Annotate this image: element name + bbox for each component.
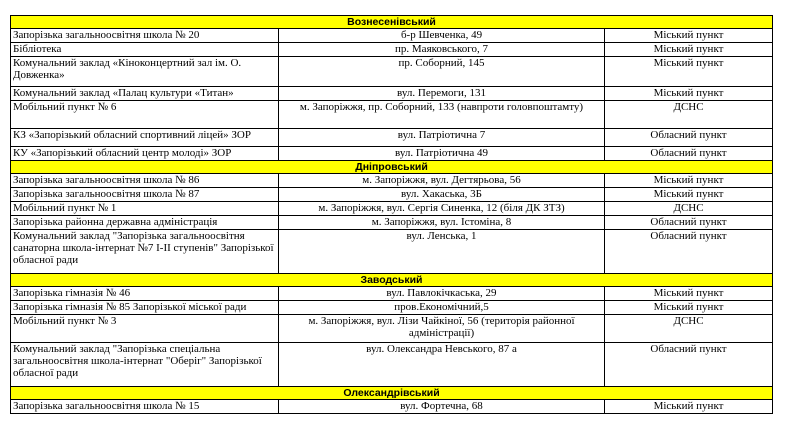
table-row <box>11 202 773 216</box>
point-type: Обласний пункт <box>605 147 773 161</box>
point-type: ДСНС <box>605 202 773 216</box>
table-row <box>11 230 773 274</box>
point-type: ДСНС <box>605 315 773 343</box>
point-type: ДСНС <box>605 101 773 129</box>
institution-name: Запорізька загальноосвітня школа № 20 <box>11 29 279 43</box>
institution-name: Комунальний заклад "Запорізька загальноосвітня санаторна школа-інтернат №7 І-ІІ ступенів" Запорізької обласної ради <box>11 230 279 274</box>
institution-name: Запорізька загальноосвітня школа № 86 <box>11 174 279 188</box>
address: вул. Павлокічкаська, 29 <box>279 287 605 301</box>
institution-name: Бібліотека <box>11 43 279 57</box>
district-name: Олександрівський <box>11 387 773 400</box>
institution-name: КУ «Запорізький обласний центр молоді» ЗОР <box>11 147 279 161</box>
table-row <box>11 101 773 129</box>
district-name: Дніпровський <box>11 161 773 174</box>
point-type: Міський пункт <box>605 174 773 188</box>
point-type: Міський пункт <box>605 400 773 414</box>
point-type: Міський пункт <box>605 188 773 202</box>
address: пров.Економічний,5 <box>279 301 605 315</box>
district-header-dniprovskyi <box>11 161 773 174</box>
institution-name: Мобільний пункт № 1 <box>11 202 279 216</box>
district-name: Вознесенівський <box>11 16 773 29</box>
table-row <box>11 174 773 188</box>
institution-name: Комунальний заклад "Запорізька спеціальна загальноосвітня школа-інтернат "Оберіг" Запорізької обласної ради <box>11 343 279 387</box>
institution-name: Запорізька загальноосвітня школа № 15 <box>11 400 279 414</box>
institution-name: Комунальний заклад «Палац культури «Титан» <box>11 87 279 101</box>
institution-name: Запорізька районна державна адміністрація <box>11 216 279 230</box>
point-type: Міський пункт <box>605 87 773 101</box>
address: м. Запоріжжя, пр. Соборний, 133 (навпроти головпоштамту) <box>279 101 605 129</box>
address: вул. Хакаська, 3Б <box>279 188 605 202</box>
point-type: Міський пункт <box>605 301 773 315</box>
table-row <box>11 315 773 343</box>
point-type: Обласний пункт <box>605 129 773 147</box>
table-row <box>11 400 773 414</box>
institution-name: КЗ «Запорізький обласний спортивний ліцей» ЗОР <box>11 129 279 147</box>
table-row <box>11 147 773 161</box>
institution-name: Мобільний пункт № 6 <box>11 101 279 129</box>
table-row <box>11 188 773 202</box>
address: вул. Фортечна, 68 <box>279 400 605 414</box>
table-row <box>11 343 773 387</box>
address: пр. Соборний, 145 <box>279 57 605 87</box>
institution-name: Запорізька загальноосвітня школа № 87 <box>11 188 279 202</box>
table-row <box>11 29 773 43</box>
table-row <box>11 129 773 147</box>
point-type: Міський пункт <box>605 57 773 87</box>
institution-name: Запорізька гімназія № 46 <box>11 287 279 301</box>
address: вул. Патріотична 49 <box>279 147 605 161</box>
table-row <box>11 216 773 230</box>
point-type: Обласний пункт <box>605 216 773 230</box>
institution-name: Комунальний заклад «Кіноконцертний зал ім. О. Довженка» <box>11 57 279 87</box>
district-header-zavodskyi <box>11 274 773 287</box>
address: вул. Олександра Невського, 87 а <box>279 343 605 387</box>
address: м. Запоріжжя, вул. Лізи Чайкіної, 56 (територія районної адміністрації) <box>279 315 605 343</box>
address: б-р Шевченка, 49 <box>279 29 605 43</box>
points-table <box>10 15 773 414</box>
address: пр. Маяковського, 7 <box>279 43 605 57</box>
table-row <box>11 87 773 101</box>
address: м. Запоріжжя, вул. Істоміна, 8 <box>279 216 605 230</box>
address: м. Запоріжжя, вул. Сергія Синенка, 12 (біля ДК ЗТЗ) <box>279 202 605 216</box>
table-row <box>11 43 773 57</box>
point-type: Міський пункт <box>605 29 773 43</box>
table-row <box>11 57 773 87</box>
district-header-voznesenivskyi <box>11 16 773 29</box>
district-header-oleksandrivskyi <box>11 387 773 400</box>
address: вул. Ленська, 1 <box>279 230 605 274</box>
address: вул. Перемоги, 131 <box>279 87 605 101</box>
institution-name: Мобільний пункт № 3 <box>11 315 279 343</box>
point-type: Обласний пункт <box>605 230 773 274</box>
table-row <box>11 287 773 301</box>
district-name: Заводський <box>11 274 773 287</box>
point-type: Міський пункт <box>605 43 773 57</box>
address: м. Запоріжжя, вул. Дегтярьова, 56 <box>279 174 605 188</box>
institution-name: Запорізька гімназія № 85 Запорізької міської ради <box>11 301 279 315</box>
table-row <box>11 301 773 315</box>
point-type: Міський пункт <box>605 287 773 301</box>
point-type: Обласний пункт <box>605 343 773 387</box>
address: вул. Патріотична 7 <box>279 129 605 147</box>
